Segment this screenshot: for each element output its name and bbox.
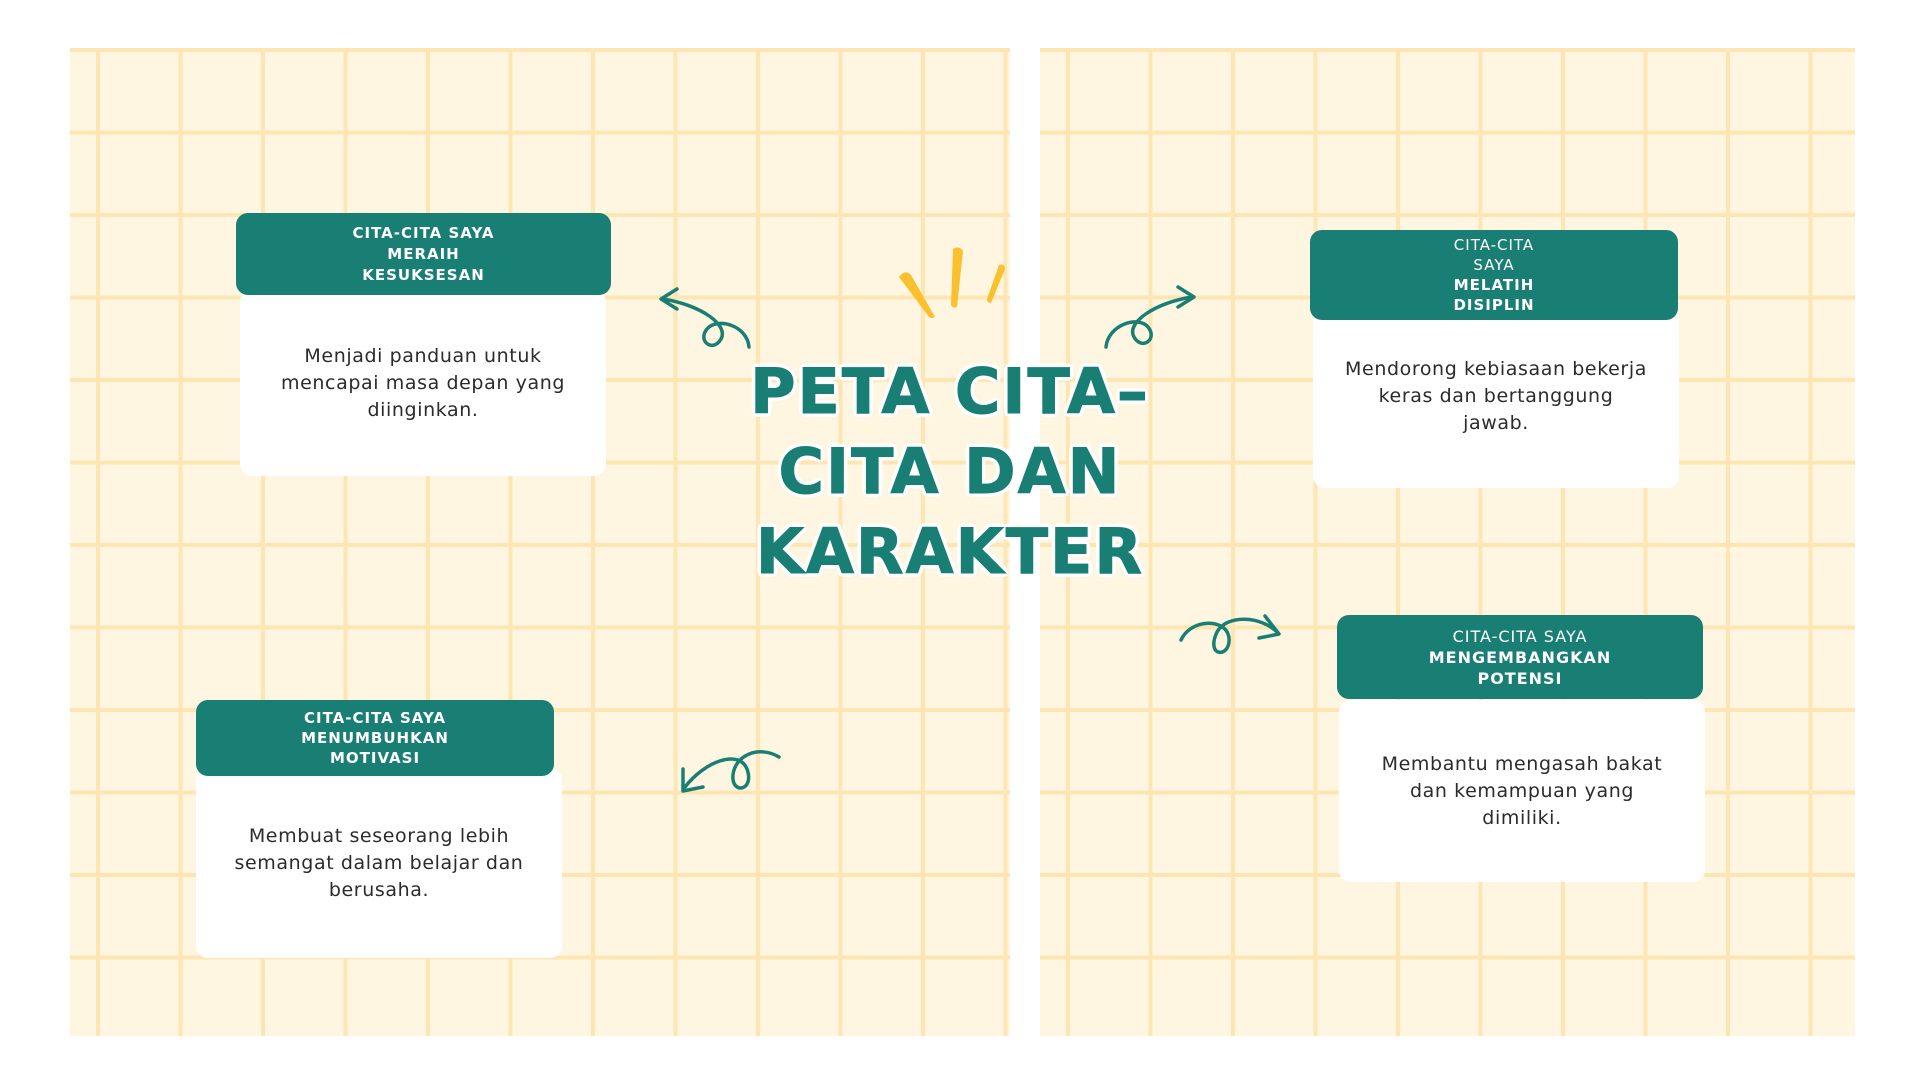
curly-arrow-icon-top-left [655,285,755,355]
curly-arrow-icon-bottom-left [675,745,785,805]
card-potensi-text: Membantu mengasah bakat dan kemampuan yang dimiliki. [1381,752,1663,829]
curly-arrow-icon-top-right [1100,285,1200,355]
title-line-1: PETA CITA– [750,355,1150,428]
card-potensi-heading-line-1: CITA-CITA SAYA [1452,626,1588,646]
card-kesuksesan-heading-line-2: MERAIH [387,244,460,263]
card-kesuksesan-body [240,290,606,476]
card-potensi-heading-line-2: MENGEMBANGKAN [1428,647,1612,667]
card-kesuksesan-heading-line-3: KESUKSESAN [362,265,485,284]
card-disiplin-text: Mendorong kebiasaan bekerja keras dan bertanggung jawab. [1345,358,1647,434]
card-kesuksesan-text: Menjadi panduan untuk mencapai masa depan yang diinginkan. [280,344,565,421]
card-motivasi-heading-line-2: MENUMBUHKAN [301,729,449,747]
curly-arrow-icon-right [1175,608,1285,668]
card-potensi-heading [1337,615,1703,699]
title-line-2: CITA DAN [778,435,1122,508]
card-motivasi-text: Membuat seseorang lebih semangat dalam belajar dan berusaha. [234,824,524,901]
card-potensi-body [1339,700,1705,882]
sparkle-icon [895,245,1015,325]
card-disiplin-body [1313,305,1679,488]
card-potensi-heading-line-3: POTENSI [1477,668,1563,688]
card-motivasi-heading-line-3: MOTIVASI [329,749,421,767]
card-motivasi-heading [196,700,554,776]
card-kesuksesan-heading [236,213,611,295]
card-disiplin-heading-line-2: SAYA [1473,256,1515,274]
card-disiplin-heading-line-3: MELATIH [1453,276,1535,294]
card-disiplin-heading-line-1: CITA-CITA [1453,236,1535,254]
page-title [730,352,1170,592]
card-motivasi-body [196,768,562,958]
card-disiplin-heading [1310,230,1678,320]
title-line-3: KARAKTER [755,515,1145,588]
card-motivasi-heading-line-1: CITA-CITA SAYA [304,709,446,727]
card-kesuksesan-heading-line-1: CITA-CITA SAYA [352,223,495,242]
card-disiplin-heading-line-4: DISIPLIN [1453,296,1535,314]
